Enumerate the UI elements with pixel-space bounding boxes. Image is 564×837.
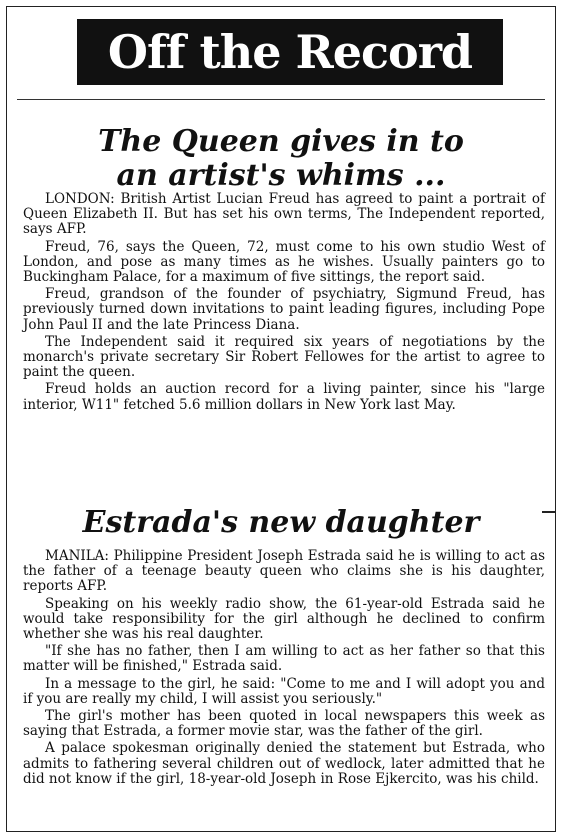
news-clipping (6, 6, 556, 832)
article2-paragraph: Speaking on his weekly radio show, the 61-year-old Estrada said he would take responsibility for the girl although he declined to confirm whether she was his real daughter. (23, 595, 545, 643)
article2-paragraph: "If she has no father, then I am willing to act as her father so that this matter will be finished," Estrada said. (23, 643, 545, 675)
article2-paragraph: In a message to the girl, he said: "Come to me and I will adopt you and if you are really my child, I will assist you seriously." (23, 675, 545, 707)
article1-body (23, 192, 545, 415)
article2-paragraph: A palace spokesman originally denied the statement but Estrada, who admits to fathering several children out of wedlock, later admitted that he did not know if the girl, 18-year-old Joseph in Rose Ejkercito, was his child. (23, 740, 545, 787)
article2-paragraph: MANILA: Philippine President Joseph Estrada said he is willing to act as the father of a teenage beauty queen who claims she is his daughter, reports AFP. (23, 548, 545, 595)
article2-body (23, 549, 545, 789)
article1-paragraph: Freud, grandson of the founder of psychiatry, Sigmund Freud, has previously turned down invitations to paint leading figures, including Pope John Paul II and the late Princess Diana. (23, 286, 545, 333)
masthead-banner: Off the Record (77, 19, 503, 85)
article1-paragraph: LONDON: British Artist Lucian Freud has agreed to paint a portrait of Queen Elizabeth II. But has set his own terms, The Independent reported, says AFP. (23, 191, 545, 238)
article1-headline (17, 125, 545, 193)
article1-headline-line1: The Queen gives in to (98, 124, 464, 159)
article1-headline-line2: an artist's whims ... (116, 158, 446, 193)
divider (17, 99, 545, 100)
article1-paragraph: Freud holds an auction record for a living painter, since his "large interior, W11" fetched 5.6 million dollars in New York last May. (23, 381, 545, 413)
article2-headline: Estrada's new daughter (82, 505, 480, 540)
article1-paragraph: The Independent said it required six years of negotiations by the monarch's private secretary Sir Robert Fellowes for the artist to agree to paint the queen. (23, 333, 545, 381)
article2-paragraph: The girl's mother has been quoted in local newspapers this week as saying that Estrada, a former movie star, was the father of the girl. (23, 708, 545, 740)
article1-paragraph: Freud, 76, says the Queen, 72, must come to his own studio West of London, and pose as many times as he wishes. Usually painters go to Buckingham Palace, for a maximum of five sittings, the report said. (23, 238, 545, 286)
